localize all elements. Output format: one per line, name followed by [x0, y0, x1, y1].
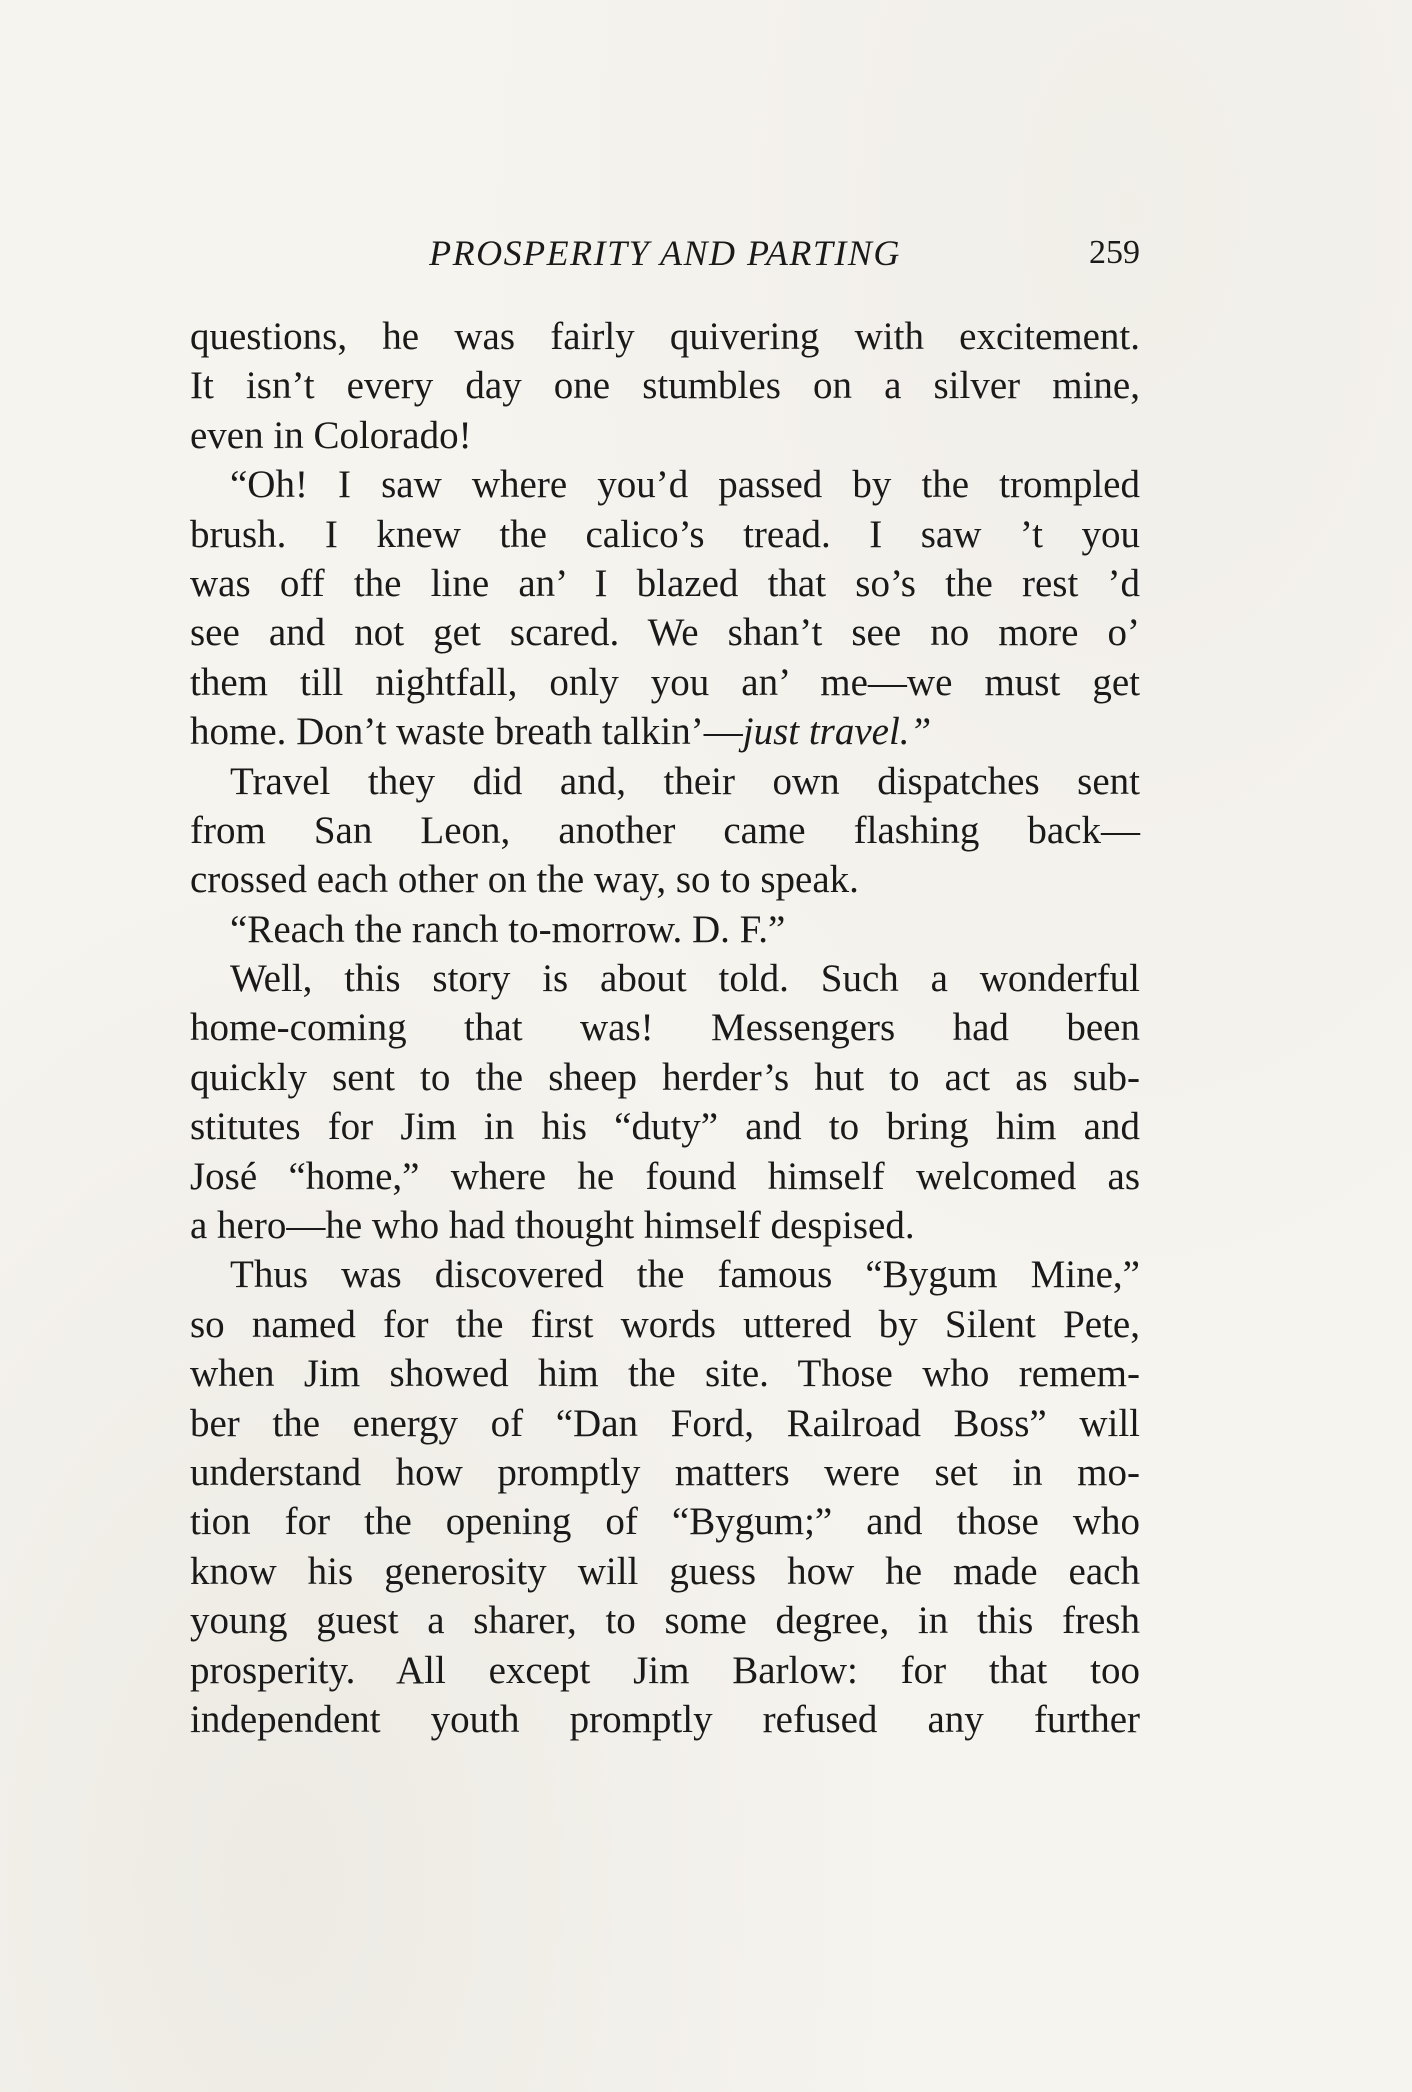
text-line — [190, 1003, 1140, 1052]
text-line — [190, 559, 1140, 608]
text-line-content: Well, this story is about told. Such a wonderful — [230, 957, 1140, 1001]
text-line-content: questions, he was fairly quivering with excitement. — [190, 315, 1140, 358]
text-line — [190, 1646, 1140, 1695]
text-line — [190, 1152, 1140, 1201]
text-line-content: tion for the opening of “Bygum;” and those who — [190, 1500, 1140, 1544]
text-line — [190, 806, 1140, 855]
text-line — [190, 855, 1140, 904]
text-line-content: a hero—he who had thought himself despised. — [190, 1204, 915, 1248]
text-line-content: stitutes for Jim in his “duty” and to bring him and — [190, 1105, 1140, 1149]
text-line — [190, 1349, 1140, 1398]
text-line-content: so named for the first words uttered by Silent Pete, — [190, 1302, 1140, 1346]
text-line-content: understand how promptly matters were set in mo- — [190, 1450, 1140, 1494]
text-line — [190, 510, 1140, 559]
text-line-content: brush. I knew the calico’s tread. I saw ’t you — [190, 512, 1140, 556]
text-line — [190, 1448, 1140, 1497]
italic-phrase: just travel.” — [742, 710, 932, 754]
text-line-content: independent youth promptly refused any further — [190, 1697, 1140, 1741]
text-line — [190, 1053, 1140, 1102]
text-line-content: home-coming that was! Messengers had been — [190, 1006, 1140, 1050]
text-line — [190, 411, 1140, 460]
text-line — [190, 361, 1140, 410]
text-line-content: quickly sent to the sheep herder’s hut to act as sub- — [190, 1055, 1140, 1099]
text-line — [190, 1102, 1140, 1151]
text-line-content: crossed each other on the way, so to speak. — [190, 858, 859, 902]
text-line-content: when Jim showed him the site. Those who remem- — [190, 1352, 1140, 1396]
text-line-content: prosperity. All except Jim Barlow: for that too — [190, 1648, 1140, 1692]
text-line — [190, 757, 1140, 806]
text-line — [190, 608, 1140, 657]
text-line — [190, 1300, 1140, 1349]
text-line-content: see and not get scared. We shan’t see no more o’ — [190, 611, 1140, 655]
text-line — [190, 1497, 1140, 1546]
text-line-content: It isn’t every day one stumbles on a silver mine, — [190, 364, 1140, 408]
text-line — [190, 954, 1140, 1003]
text-line — [190, 658, 1140, 707]
text-line-content: was off the line an’ I blazed that so’s the rest ’d — [190, 561, 1140, 605]
text-line-content: home. Don’t waste breath talkin’— — [190, 710, 743, 754]
text-line — [190, 1695, 1140, 1744]
text-line — [190, 1250, 1140, 1299]
text-line-content: from San Leon, another came flashing back— — [190, 808, 1140, 852]
text-line-content: know his generosity will guess how he made each — [190, 1549, 1140, 1593]
running-head — [190, 232, 1140, 280]
text-line-content: José “home,” where he found himself welcomed as — [190, 1154, 1140, 1198]
text-line-content: them till nightfall, only you an’ me—we must get — [190, 660, 1140, 704]
text-line — [190, 312, 1140, 361]
text-line — [190, 1399, 1140, 1448]
text-line — [190, 1201, 1140, 1250]
text-line — [190, 707, 1140, 756]
text-line-content: “Reach the ranch to-morrow. D. F.” — [230, 907, 786, 951]
text-line-content: Travel they did and, their own dispatches sent — [230, 759, 1140, 803]
text-line — [190, 905, 1140, 954]
text-line-content: ber the energy of “Dan Ford, Railroad Boss” will — [190, 1401, 1140, 1445]
text-line — [190, 460, 1140, 509]
body-text — [190, 312, 1140, 1744]
text-line — [190, 1596, 1140, 1645]
running-title: PROSPERITY AND PARTING — [429, 233, 901, 273]
page-number: 259 — [1089, 234, 1140, 271]
text-line-content: even in Colorado! — [190, 413, 472, 457]
text-line — [190, 1547, 1140, 1596]
text-line-content: Thus was discovered the famous “Bygum Mine,” — [230, 1253, 1140, 1297]
text-line-content: young guest a sharer, to some degree, in this fresh — [190, 1599, 1140, 1643]
text-line-content: “Oh! I saw where you’d passed by the trompled — [230, 463, 1140, 507]
